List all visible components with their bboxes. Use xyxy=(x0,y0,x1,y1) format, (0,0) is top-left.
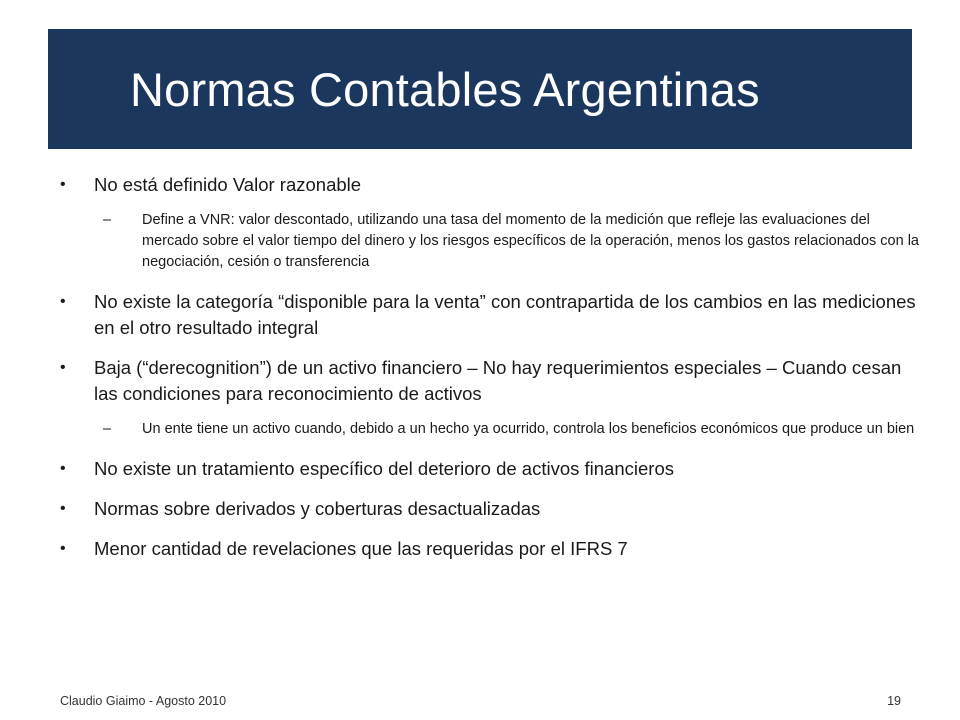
bullet-text: No está definido Valor razonable xyxy=(94,174,362,195)
sub-bullet-text: Un ente tiene un activo cuando, debido a un hecho ya ocurrido, controla los beneficios económicos que produce un bien xyxy=(142,421,915,437)
title-bar xyxy=(48,29,912,149)
dash-marker: – xyxy=(103,421,112,437)
bullet-text: No existe la categoría “disponible para la venta” con contrapartida de los cambios en las mediciones en el otro resultado integral xyxy=(94,291,916,338)
bullet-marker: • xyxy=(60,176,66,193)
slide-title: Normas Contables Argentinas xyxy=(130,62,760,116)
bullet-item xyxy=(60,536,920,562)
bullet-text: Normas sobre derivados y coberturas desactualizadas xyxy=(94,498,541,519)
sub-bullet-item xyxy=(60,419,920,440)
bullet-item xyxy=(60,355,920,407)
bullet-text: Menor cantidad de revelaciones que las requeridas por el IFRS 7 xyxy=(94,538,628,559)
bullet-marker: • xyxy=(60,540,66,557)
footer-author-date: Claudio Giaimo - Agosto 2010 xyxy=(60,694,227,708)
bullet-marker: • xyxy=(60,293,66,310)
bullet-item xyxy=(60,456,920,482)
page-number: 19 xyxy=(887,694,901,708)
sub-bullet-text: Define a VNR: valor descontado, utilizando una tasa del momento de la medición que refleje las evaluaciones del mercado sobre el valor tiempo del dinero y los riesgos específicos de la operación, menos los gastos relacionados con la negociación, cesión o transferencia xyxy=(142,212,919,270)
bullet-item xyxy=(60,172,920,198)
bullet-marker: • xyxy=(60,460,66,477)
bullet-item xyxy=(60,496,920,522)
slide-body xyxy=(60,172,920,576)
bullet-text: Baja (“derecognition”) de un activo financiero – No hay requerimientos especiales – Cuando cesan las condiciones para reconocimiento de activos xyxy=(94,357,902,404)
bullet-text: No existe un tratamiento específico del deterioro de activos financieros xyxy=(94,458,674,479)
bullet-marker: • xyxy=(60,359,66,376)
dash-marker: – xyxy=(103,212,112,228)
sub-bullet-item xyxy=(60,210,920,273)
bullet-item xyxy=(60,289,920,341)
bullet-marker: • xyxy=(60,500,66,517)
